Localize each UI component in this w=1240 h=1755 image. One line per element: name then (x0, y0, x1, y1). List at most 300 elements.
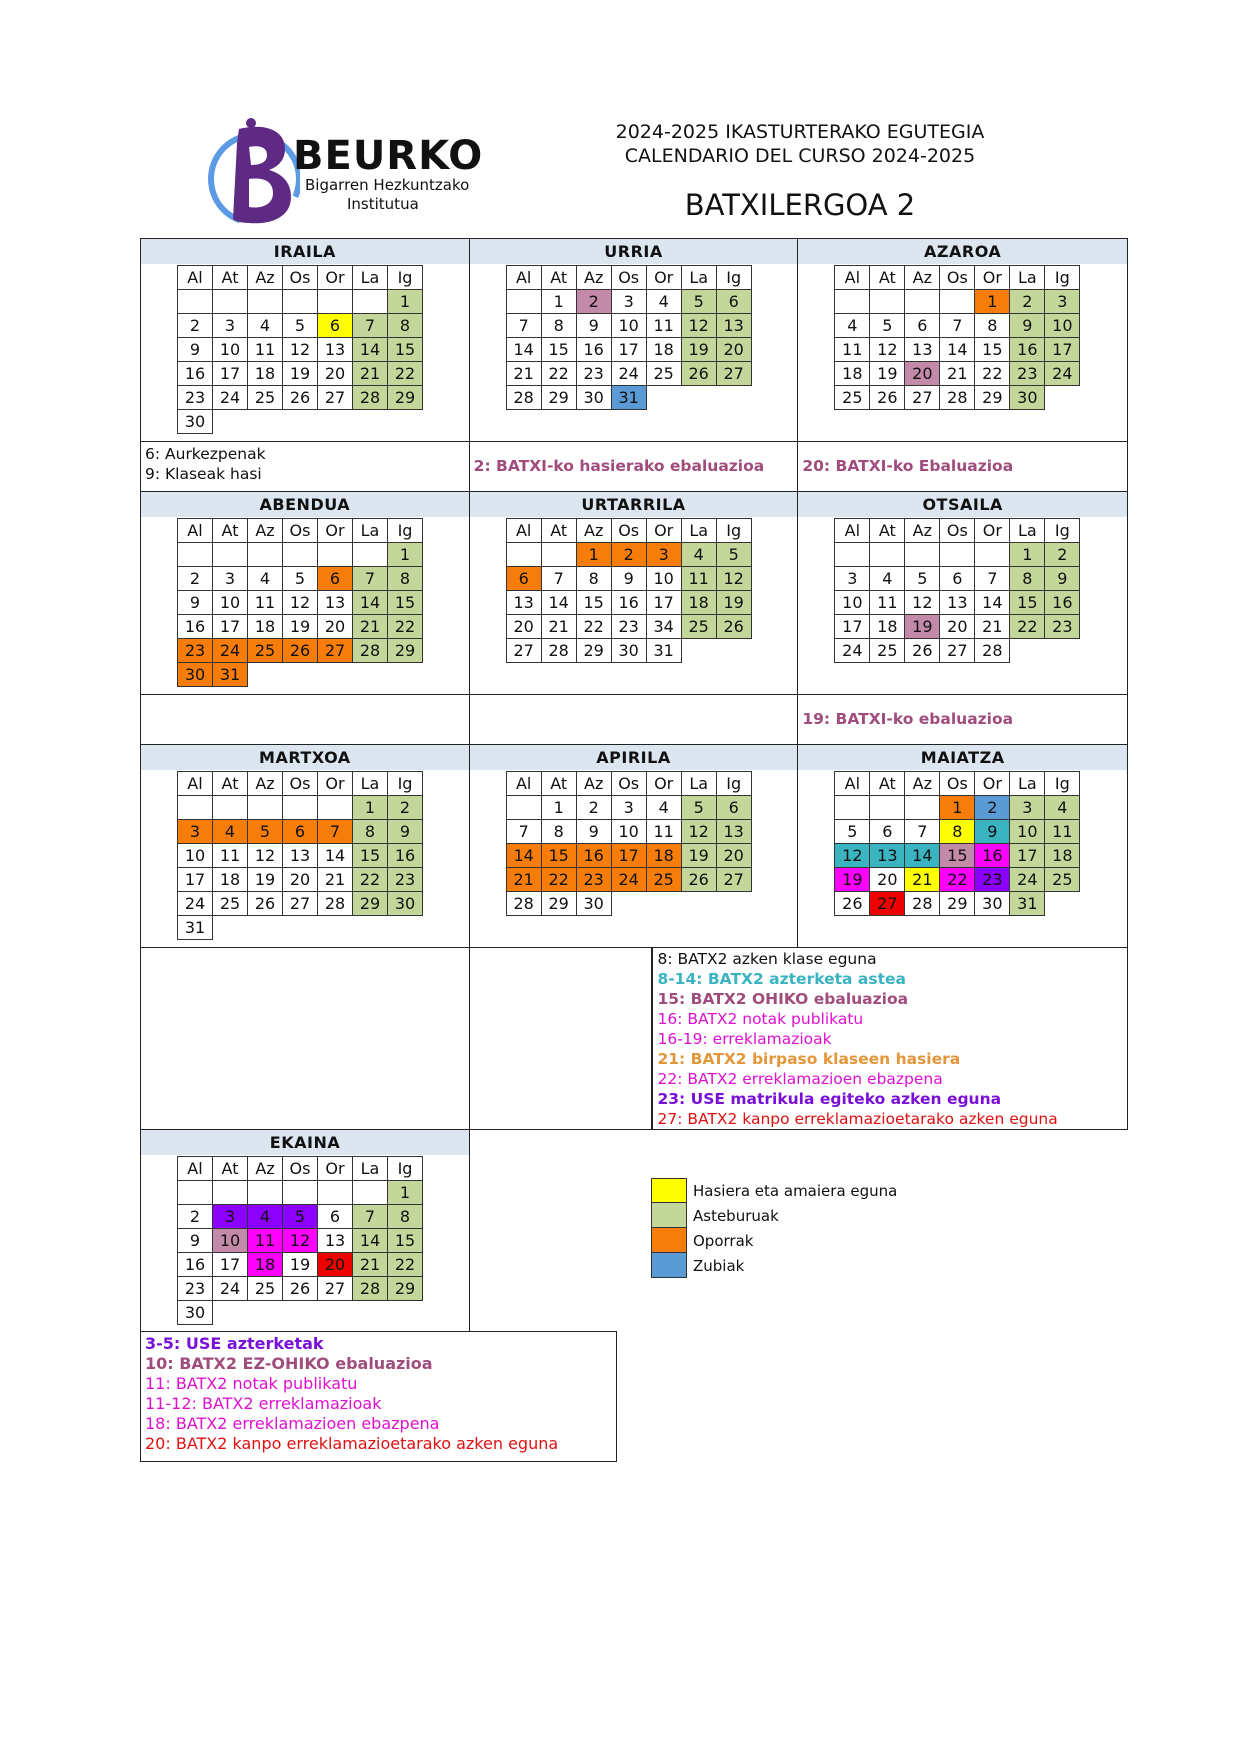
day-cell: 15 (388, 1229, 423, 1253)
day-cell: 15 (940, 844, 975, 868)
day-cell: 11 (248, 1229, 283, 1253)
legend-swatch (651, 1203, 687, 1228)
day-cell: 9 (178, 591, 213, 615)
day-cell: 22 (388, 615, 423, 639)
day-cell: 19 (283, 615, 318, 639)
day-cell: 30 (178, 410, 213, 434)
legend-label: Zubiak (693, 1256, 745, 1275)
day-cell: 5 (835, 820, 870, 844)
notes-iraila (141, 441, 470, 492)
day-cell: 20 (318, 362, 353, 386)
day-cell: 28 (318, 892, 353, 916)
weekday-header: At (213, 1157, 248, 1181)
weekday-header-row (178, 772, 423, 796)
empty-day-cell (353, 1181, 388, 1205)
day-cell: 27 (318, 1277, 353, 1301)
note-line: 16: BATX2 notak publikatu (657, 1010, 864, 1028)
day-cell: 18 (1045, 844, 1080, 868)
week-row (506, 796, 751, 820)
weekday-header-row (178, 1157, 423, 1181)
day-cell: 1 (940, 796, 975, 820)
week-row (835, 892, 1080, 916)
day-cell: 30 (388, 892, 423, 916)
week-row (178, 796, 423, 820)
month-title: ABENDUA (141, 492, 469, 517)
day-cell: 3 (1010, 796, 1045, 820)
day-cell: 23 (178, 386, 213, 410)
empty-day-cell (213, 543, 248, 567)
day-cell: 9 (611, 567, 646, 591)
month-title: EKAINA (141, 1130, 469, 1155)
weekday-header: Ig (1045, 519, 1080, 543)
week-row (506, 639, 751, 663)
day-cell: 20 (506, 615, 541, 639)
empty-day-cell (870, 796, 905, 820)
day-cell: 10 (213, 591, 248, 615)
weekday-header-row (506, 519, 751, 543)
calendar-table (177, 771, 423, 940)
weekday-header-row (835, 266, 1080, 290)
day-cell: 24 (611, 868, 646, 892)
day-cell: 2 (1045, 543, 1080, 567)
day-cell: 27 (506, 639, 541, 663)
day-cell: 26 (870, 386, 905, 410)
calendar-table (506, 518, 752, 663)
note-text: 19: BATXI-ko ebaluazioa (802, 710, 1014, 728)
day-cell: 19 (716, 591, 751, 615)
empty-day-cell (318, 1181, 353, 1205)
day-cell: 34 (646, 615, 681, 639)
day-cell: 16 (975, 844, 1010, 868)
notes-urria (470, 441, 799, 492)
day-cell: 12 (835, 844, 870, 868)
week-row (835, 615, 1080, 639)
day-cell: 22 (576, 615, 611, 639)
weekday-header-row (178, 519, 423, 543)
day-cell: 11 (213, 844, 248, 868)
month-apirila (470, 745, 799, 948)
day-cell: 8 (541, 820, 576, 844)
day-cell: 19 (870, 362, 905, 386)
weekday-header: Al (506, 519, 541, 543)
week-row (506, 567, 751, 591)
day-cell: 16 (1045, 591, 1080, 615)
empty-day-cell (506, 796, 541, 820)
day-cell: 3 (213, 314, 248, 338)
day-cell: 20 (870, 868, 905, 892)
weekday-header: Or (646, 266, 681, 290)
day-cell: 12 (283, 591, 318, 615)
day-cell: 25 (248, 1277, 283, 1301)
day-cell: 25 (248, 386, 283, 410)
weekday-header-row (506, 772, 751, 796)
week-row (835, 591, 1080, 615)
weekday-header: Os (283, 266, 318, 290)
day-cell: 2 (178, 314, 213, 338)
day-cell: 27 (716, 868, 751, 892)
weekday-header: La (1010, 772, 1045, 796)
day-cell: 31 (611, 386, 646, 410)
day-cell: 27 (318, 639, 353, 663)
day-cell: 11 (835, 338, 870, 362)
day-cell: 7 (353, 314, 388, 338)
day-cell: 18 (248, 1253, 283, 1277)
day-cell: 5 (283, 314, 318, 338)
day-cell: 16 (178, 362, 213, 386)
day-cell: 20 (716, 844, 751, 868)
day-cell: 9 (178, 338, 213, 362)
day-cell: 1 (388, 543, 423, 567)
day-cell: 13 (318, 338, 353, 362)
week-row (178, 1181, 423, 1205)
months-row-2 (140, 491, 1128, 695)
week-row (835, 386, 1080, 410)
day-cell: 6 (716, 290, 751, 314)
weekday-header: Az (905, 519, 940, 543)
weekday-header: Al (506, 266, 541, 290)
week-row (506, 615, 751, 639)
month-ekaina (141, 1130, 470, 1332)
day-cell: 10 (835, 591, 870, 615)
week-row (506, 820, 751, 844)
legend-swatch (651, 1253, 687, 1278)
day-cell: 13 (905, 338, 940, 362)
week-row (178, 1301, 423, 1325)
week-row (835, 362, 1080, 386)
day-cell: 25 (870, 639, 905, 663)
notes-row-2 (140, 694, 1128, 745)
day-cell: 31 (1010, 892, 1045, 916)
month-title: IRAILA (141, 239, 469, 264)
day-cell: 12 (681, 314, 716, 338)
day-cell: 11 (646, 820, 681, 844)
empty-day-cell (835, 543, 870, 567)
day-cell: 5 (870, 314, 905, 338)
week-row (178, 386, 423, 410)
day-cell: 22 (388, 1253, 423, 1277)
weekday-header: At (213, 772, 248, 796)
page-titles (570, 120, 1030, 222)
day-cell: 28 (541, 639, 576, 663)
day-cell: 20 (940, 615, 975, 639)
day-cell: 21 (353, 1253, 388, 1277)
weekday-header: Al (178, 1157, 213, 1181)
week-row (506, 362, 751, 386)
week-row (178, 663, 423, 687)
day-cell: 14 (506, 844, 541, 868)
day-cell: 30 (576, 892, 611, 916)
note-line: 8-14: BATX2 azterketa astea (657, 970, 906, 988)
day-cell: 29 (353, 892, 388, 916)
day-cell: 15 (541, 338, 576, 362)
day-cell: 6 (940, 567, 975, 591)
day-cell: 27 (283, 892, 318, 916)
day-cell: 29 (541, 892, 576, 916)
legend (651, 1178, 897, 1278)
empty-day-cell (506, 543, 541, 567)
empty-day-cell (975, 543, 1010, 567)
day-cell: 6 (905, 314, 940, 338)
day-cell: 4 (646, 290, 681, 314)
week-row (178, 639, 423, 663)
week-row (178, 591, 423, 615)
day-cell: 29 (541, 386, 576, 410)
weekday-header: Or (318, 1157, 353, 1181)
day-cell: 4 (835, 314, 870, 338)
day-cell: 13 (870, 844, 905, 868)
day-cell: 6 (318, 567, 353, 591)
day-cell: 8 (940, 820, 975, 844)
weekday-header: Or (318, 772, 353, 796)
day-cell: 17 (213, 1253, 248, 1277)
calendar-table (834, 518, 1080, 663)
day-cell: 13 (940, 591, 975, 615)
day-cell: 8 (353, 820, 388, 844)
day-cell: 9 (1045, 567, 1080, 591)
day-cell: 18 (213, 868, 248, 892)
empty-day-cell (178, 290, 213, 314)
week-row (835, 567, 1080, 591)
day-cell: 25 (646, 362, 681, 386)
day-cell: 28 (940, 386, 975, 410)
weekday-header: Al (506, 772, 541, 796)
day-cell: 15 (975, 338, 1010, 362)
day-cell: 18 (870, 615, 905, 639)
weekday-header: Ig (388, 772, 423, 796)
day-cell: 23 (1010, 362, 1045, 386)
day-cell: 13 (318, 591, 353, 615)
day-cell: 21 (541, 615, 576, 639)
day-cell: 23 (611, 615, 646, 639)
day-cell: 31 (646, 639, 681, 663)
empty-day-cell (213, 1181, 248, 1205)
day-cell: 18 (646, 338, 681, 362)
notes-urtarrila (470, 694, 799, 745)
day-cell: 6 (506, 567, 541, 591)
day-cell: 30 (178, 1301, 213, 1325)
day-cell: 9 (178, 1229, 213, 1253)
day-cell: 11 (646, 314, 681, 338)
day-cell: 23 (388, 868, 423, 892)
week-row (506, 314, 751, 338)
day-cell: 3 (1045, 290, 1080, 314)
day-cell: 11 (248, 591, 283, 615)
calendar-table (177, 518, 423, 687)
week-row (506, 290, 751, 314)
day-cell: 4 (870, 567, 905, 591)
day-cell: 22 (940, 868, 975, 892)
day-cell: 19 (835, 868, 870, 892)
day-cell: 2 (388, 796, 423, 820)
day-cell: 26 (283, 639, 318, 663)
week-row (835, 314, 1080, 338)
empty-day-cell (541, 543, 576, 567)
day-cell: 18 (248, 615, 283, 639)
week-row (506, 543, 751, 567)
weekday-header: Os (283, 772, 318, 796)
day-cell: 28 (506, 386, 541, 410)
weekday-header: Os (283, 519, 318, 543)
logo-subtitle: Bigarren Hezkuntzako (305, 176, 470, 194)
day-cell: 27 (940, 639, 975, 663)
week-row (835, 639, 1080, 663)
day-cell: 22 (388, 362, 423, 386)
month-title: URRIA (470, 239, 798, 264)
weekday-header: Os (940, 519, 975, 543)
day-cell: 7 (940, 314, 975, 338)
day-cell: 22 (541, 362, 576, 386)
empty-day-cell (870, 543, 905, 567)
week-row (178, 567, 423, 591)
weekday-header: At (870, 266, 905, 290)
day-cell: 22 (541, 868, 576, 892)
weekday-header: Ig (716, 519, 751, 543)
day-cell: 29 (975, 386, 1010, 410)
day-cell: 24 (213, 639, 248, 663)
empty-day-cell (283, 543, 318, 567)
weekday-header: Az (576, 772, 611, 796)
weekday-header: At (541, 519, 576, 543)
note-line: 20: BATX2 kanpo erreklamazioetarako azken eguna (145, 1434, 559, 1453)
day-cell: 6 (318, 1205, 353, 1229)
day-cell: 20 (283, 868, 318, 892)
title-spanish: CALENDARIO DEL CURSO 2024-2025 (624, 145, 976, 167)
day-cell: 26 (248, 892, 283, 916)
note-line: 21: BATX2 birpaso klaseen hasiera (657, 1050, 961, 1068)
weekday-header: La (681, 772, 716, 796)
day-cell: 8 (388, 1205, 423, 1229)
day-cell: 9 (1010, 314, 1045, 338)
day-cell: 9 (388, 820, 423, 844)
empty-day-cell (178, 543, 213, 567)
notes-azaroa (798, 441, 1128, 492)
day-cell: 28 (975, 639, 1010, 663)
day-cell: 2 (178, 1205, 213, 1229)
weekday-header: La (1010, 519, 1045, 543)
month-title: AZAROA (798, 239, 1127, 264)
day-cell: 15 (576, 591, 611, 615)
week-row (178, 916, 423, 940)
day-cell: 3 (611, 796, 646, 820)
note-line: 11: BATX2 notak publikatu (145, 1374, 358, 1393)
note-line: 8: BATX2 azken klase eguna (657, 950, 877, 968)
day-cell: 13 (318, 1229, 353, 1253)
weekday-header: Az (576, 266, 611, 290)
week-row (178, 844, 423, 868)
day-cell: 13 (506, 591, 541, 615)
weekday-header: Az (248, 772, 283, 796)
day-cell: 10 (178, 844, 213, 868)
weekday-header: At (870, 519, 905, 543)
empty-day-cell (318, 290, 353, 314)
day-cell: 8 (975, 314, 1010, 338)
day-cell: 2 (975, 796, 1010, 820)
note-text: 9: Klaseak hasi (145, 465, 262, 483)
weekday-header: Ig (388, 266, 423, 290)
day-cell: 31 (213, 663, 248, 687)
calendar-table (506, 265, 752, 410)
day-cell: 11 (870, 591, 905, 615)
weekday-header: Al (835, 519, 870, 543)
day-cell: 5 (283, 1205, 318, 1229)
week-row (178, 314, 423, 338)
week-row (178, 338, 423, 362)
notes-row-3 (140, 947, 1128, 1130)
day-cell: 26 (716, 615, 751, 639)
day-cell: 9 (576, 314, 611, 338)
day-cell: 10 (646, 567, 681, 591)
day-cell: 2 (178, 567, 213, 591)
week-row (506, 386, 751, 410)
calendar-table (834, 265, 1080, 410)
empty-day-cell (940, 290, 975, 314)
notes-martxoa (141, 947, 470, 1130)
logo-name: BEURKO (293, 133, 484, 179)
month-title: MARTXOA (141, 745, 469, 770)
day-cell: 20 (716, 338, 751, 362)
weekday-header: Az (905, 772, 940, 796)
day-cell: 13 (716, 314, 751, 338)
day-cell: 17 (1010, 844, 1045, 868)
day-cell: 16 (576, 338, 611, 362)
day-cell: 7 (318, 820, 353, 844)
day-cell: 7 (541, 567, 576, 591)
months-row-3 (140, 744, 1128, 948)
day-cell: 19 (248, 868, 283, 892)
weekday-header: Al (835, 772, 870, 796)
day-cell: 19 (681, 844, 716, 868)
day-cell: 20 (905, 362, 940, 386)
empty-day-cell (835, 796, 870, 820)
weekday-header: Az (248, 1157, 283, 1181)
day-cell: 14 (318, 844, 353, 868)
legend-label: Hasiera eta amaiera eguna (693, 1181, 898, 1200)
day-cell: 12 (283, 1229, 318, 1253)
day-cell: 27 (870, 892, 905, 916)
week-row (835, 820, 1080, 844)
note-line: 15: BATX2 OHIKO ebaluazioa (657, 990, 909, 1008)
empty-day-cell (318, 543, 353, 567)
week-row (178, 362, 423, 386)
day-cell: 8 (388, 567, 423, 591)
weekday-header: La (353, 266, 388, 290)
day-cell: 25 (646, 868, 681, 892)
calendar-table (177, 1156, 423, 1325)
empty-day-cell (318, 796, 353, 820)
weekday-header: La (353, 772, 388, 796)
day-cell: 7 (506, 314, 541, 338)
week-row (178, 820, 423, 844)
day-cell: 1 (541, 796, 576, 820)
month-iraila (141, 239, 470, 442)
calendar-table (506, 771, 752, 916)
notes-otsaila (798, 694, 1128, 745)
weekday-header: Ig (388, 519, 423, 543)
day-cell: 7 (975, 567, 1010, 591)
day-cell: 6 (318, 314, 353, 338)
week-row (835, 543, 1080, 567)
week-row (506, 892, 751, 916)
day-cell: 25 (681, 615, 716, 639)
note-text: 2: BATXI-ko hasierako ebaluazioa (473, 457, 765, 475)
legend-swatch (651, 1228, 687, 1253)
day-cell: 20 (318, 1253, 353, 1277)
day-cell: 6 (283, 820, 318, 844)
empty-day-cell (178, 796, 213, 820)
weekday-header: Os (283, 1157, 318, 1181)
day-cell: 24 (213, 386, 248, 410)
week-row (178, 1229, 423, 1253)
